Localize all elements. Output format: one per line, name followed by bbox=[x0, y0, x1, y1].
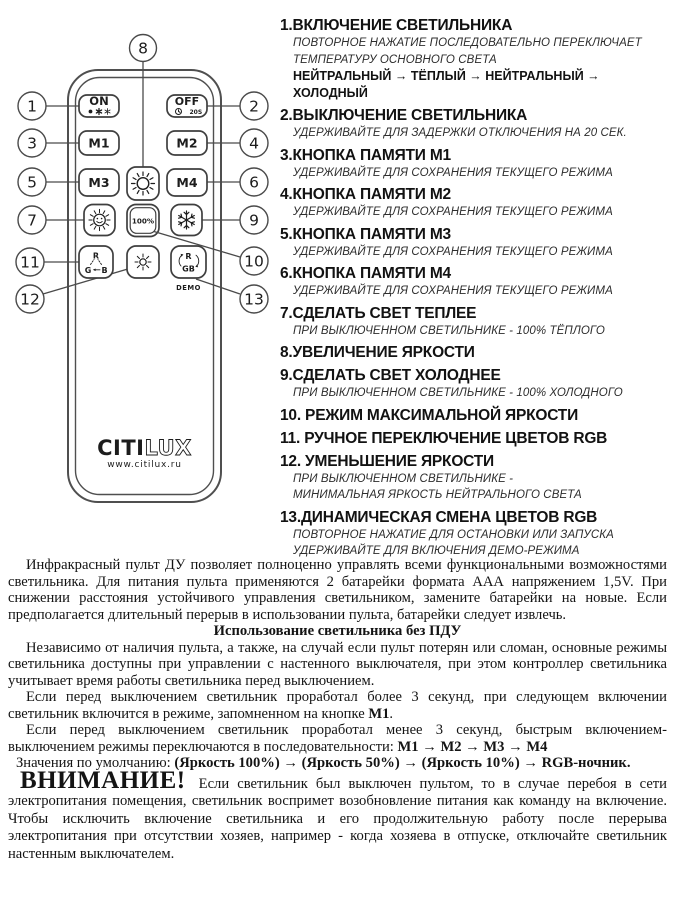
instruction-title: 9.СДЕЛАТЬ СВЕТ ХОЛОДНЕЕ bbox=[280, 367, 501, 384]
instruction-title: 4.КНОПКА ПАМЯТИ М2 bbox=[280, 186, 451, 203]
instruction-item-1 bbox=[280, 16, 672, 102]
callout-7 bbox=[18, 206, 46, 234]
off-20s-label: 20S bbox=[189, 109, 203, 116]
on-label: ON bbox=[89, 94, 109, 108]
callout-12 bbox=[16, 285, 44, 313]
rgb-manual-button bbox=[79, 246, 113, 278]
brightness-up-button bbox=[127, 167, 159, 200]
warmer-button bbox=[84, 205, 115, 236]
svg-text:10: 10 bbox=[244, 252, 264, 271]
memory-m3-button bbox=[79, 169, 119, 196]
instruction-item-11 bbox=[280, 429, 672, 448]
instruction-note: ТЕМПЕРАТУРУ ОСНОВНОГО СВЕТА bbox=[293, 53, 497, 66]
svg-text:4: 4 bbox=[249, 134, 259, 153]
logo-site-url: www.citilux.ru bbox=[107, 460, 182, 470]
colder-button bbox=[171, 205, 202, 236]
svg-text:13: 13 bbox=[244, 290, 264, 309]
instruction-item-9 bbox=[280, 366, 672, 402]
brightness-down-button bbox=[127, 246, 159, 278]
instruction-note: ПОВТОРНОЕ НАЖАТИЕ ДЛЯ ОСТАНОВКИ ИЛИ ЗАПУСКА bbox=[293, 528, 614, 541]
svg-text:6: 6 bbox=[249, 173, 259, 192]
instruction-note: УДЕРЖИВАЙТЕ ДЛЯ СОХРАНЕНИЯ ТЕКУЩЕГО РЕЖИМА bbox=[293, 245, 613, 258]
rgb-b-label: B bbox=[101, 266, 108, 275]
paragraph-less-3s: Если перед выключением светильник проработал менее 3 секунд, быстрым включением-выключением режимы переключаются в последовательности: М1 → М2 → М3 → М4 bbox=[8, 722, 667, 755]
remote-diagram bbox=[0, 0, 280, 555]
callout-4 bbox=[240, 129, 268, 157]
m3-label: M3 bbox=[88, 175, 110, 190]
rgb-g-label: G bbox=[84, 266, 92, 275]
callout-6 bbox=[240, 168, 268, 196]
max-100-label: 100% bbox=[131, 216, 155, 226]
on-button bbox=[79, 94, 119, 117]
instruction-item-6 bbox=[280, 264, 672, 300]
paragraph-wall-switch: Независимо от наличия пульта, а также, на случай если пульт потерян или сломан, основные режимы светильника доступны при управлении с настенного выключателя, при этом контроллер светильника учитывает время работы светильника перед выключением. bbox=[8, 639, 667, 689]
instruction-item-3 bbox=[280, 146, 672, 182]
svg-text:CITILUX bbox=[97, 436, 192, 460]
instruction-item-10 bbox=[280, 406, 672, 425]
body-text bbox=[8, 557, 667, 863]
instruction-note: УДЕРЖИВАЙТЕ ДЛЯ СОХРАНЕНИЯ ТЕКУЩЕГО РЕЖИМА bbox=[293, 206, 613, 218]
logo-lux: LUX bbox=[144, 436, 192, 460]
instruction-item-5 bbox=[280, 225, 672, 261]
logo-citi: CITI bbox=[97, 436, 145, 460]
instruction-note: УДЕРЖИВАЙТЕ ДЛЯ ВКЛЮЧЕНИЯ ДЕМО-РЕЖИМА bbox=[293, 545, 580, 557]
paragraph-defaults: Значения по умолчанию: (Яркость 100%) → (Яркость 50%) → (Яркость 10%) → RGB-ночник. bbox=[16, 755, 631, 771]
callout-13 bbox=[240, 285, 268, 313]
instruction-item-7 bbox=[280, 304, 672, 340]
instruction-title: 1.ВКЛЮЧЕНИЕ СВЕТИЛЬНИКА bbox=[280, 17, 513, 34]
memory-m4-button bbox=[167, 169, 207, 196]
instruction-title: 6.КНОПКА ПАМЯТИ М4 bbox=[280, 265, 451, 282]
svg-text:2: 2 bbox=[249, 97, 259, 116]
instruction-sequence: НЕЙТРАЛЬНЫЙ → ТЁПЛЫЙ → НЕЙТРАЛЬНЫЙ → ХОЛОДНЫЙ bbox=[293, 69, 600, 100]
instruction-note: УДЕРЖИВАЙТЕ ДЛЯ СОХРАНЕНИЯ ТЕКУЩЕГО РЕЖИМА bbox=[293, 285, 613, 297]
paragraph-remote-info: Инфракрасный пульт ДУ позволяет полноценно управлять всеми функциональными возможностями светильника. Для питания пульта применяются 2 батарейки формата ААА напряжением 1,5V. При снижении расстояния устойчивого управления светильником, замените батарейки на новые. Если предполагается длительный перерыв в использовании пульта, батарейки следует извлечь. bbox=[8, 557, 667, 623]
callout-10 bbox=[240, 247, 268, 275]
off-label: OFF bbox=[174, 95, 200, 108]
demo-gb-label: GB bbox=[182, 264, 195, 274]
instruction-note: ПРИ ВЫКЛЮЧЕННОМ СВЕТИЛЬНИКЕ - bbox=[293, 472, 514, 485]
m2-label: M2 bbox=[176, 135, 198, 151]
instruction-title: 10. РЕЖИМ МАКСИМАЛЬНОЙ ЯРКОСТИ bbox=[280, 406, 579, 424]
instruction-item-4 bbox=[280, 185, 672, 221]
svg-text:3: 3 bbox=[27, 134, 37, 153]
instruction-title: 7.СДЕЛАТЬ СВЕТ ТЕПЛЕЕ bbox=[280, 304, 477, 322]
callout-5 bbox=[18, 168, 46, 196]
svg-text:9: 9 bbox=[249, 211, 259, 230]
rgb-demo-button bbox=[171, 246, 206, 292]
m1-label: M1 bbox=[88, 135, 110, 151]
svg-text:7: 7 bbox=[27, 211, 37, 230]
instruction-item-8 bbox=[280, 343, 672, 362]
brand-logo bbox=[97, 436, 192, 470]
attention-title: ВНИМАНИЕ! bbox=[20, 766, 186, 794]
instruction-title: 5.КНОПКА ПАМЯТИ М3 bbox=[280, 225, 451, 243]
m1-bold: М1 bbox=[368, 705, 390, 722]
callout-11 bbox=[16, 248, 44, 276]
svg-text:1: 1 bbox=[27, 97, 37, 116]
instruction-title: 11. РУЧНОЕ ПЕРЕКЛЮЧЕНИЕ ЦВЕТОВ RGB bbox=[280, 429, 608, 447]
instruction-item-2 bbox=[280, 106, 672, 142]
instruction-title: 2.ВЫКЛЮЧЕНИЕ СВЕТИЛЬНИКА bbox=[280, 107, 528, 124]
instruction-title: 8.УВЕЛИЧЕНИЕ ЯРКОСТИ bbox=[280, 344, 475, 361]
memory-m1-button bbox=[79, 131, 119, 155]
callout-2 bbox=[240, 92, 268, 120]
svg-text:11: 11 bbox=[20, 253, 40, 272]
instructions-list bbox=[280, 12, 672, 560]
svg-text:8: 8 bbox=[138, 39, 148, 58]
instruction-note: УДЕРЖИВАЙТЕ ДЛЯ СОХРАНЕНИЯ ТЕКУЩЕГО РЕЖИМА bbox=[293, 166, 613, 179]
instruction-title: 13.ДИНАМИЧЕСКАЯ СМЕНА ЦВЕТОВ RGB bbox=[280, 508, 598, 526]
demo-r-label: R bbox=[185, 252, 192, 261]
memory-m2-button bbox=[167, 131, 207, 155]
paragraph-more-3s: Если перед выключением светильник проработал более 3 секунд, при следующем включении светильник включится в режиме, запомненном на кнопке М1. bbox=[8, 689, 667, 722]
instruction-note: ПОВТОРНОЕ НАЖАТИЕ ПОСЛЕДОВАТЕЛЬНО ПЕРЕКЛЮЧАЕТ bbox=[293, 37, 642, 49]
svg-text:12: 12 bbox=[20, 290, 40, 309]
instruction-title: 12. УМЕНЬШЕНИЕ ЯРКОСТИ bbox=[280, 452, 494, 470]
mode-sequence-bold: М1 → М2 → М3 → М4 bbox=[397, 738, 548, 755]
callout-9 bbox=[240, 206, 268, 234]
instruction-note: ПРИ ВЫКЛЮЧЕННОМ СВЕТИЛЬНИКЕ - 100% ТЁПЛОГО bbox=[293, 324, 605, 337]
instruction-item-12 bbox=[280, 452, 672, 504]
section-heading: Использование светильника без ПДУ bbox=[213, 623, 462, 639]
callout-1 bbox=[18, 92, 46, 120]
instruction-item-13 bbox=[280, 508, 672, 560]
instruction-note: МИНИМАЛЬНАЯ ЯРКОСТЬ НЕЙТРАЛЬНОГО СВЕТА bbox=[293, 489, 582, 501]
callout-3 bbox=[18, 129, 46, 157]
instruction-note: УДЕРЖИВАЙТЕ ДЛЯ ЗАДЕРЖКИ ОТКЛЮЧЕНИЯ НА 20 СЕК. bbox=[293, 127, 627, 139]
svg-text:5: 5 bbox=[27, 173, 37, 192]
attention-paragraph: ВНИМАНИЕ! Если светильник был выключен пультом, то в случае перебоя в сети электропитания помещения, светильник воспримет возобновление питания как команду на включение. Чтобы исключить включение светильника и его продолжительную работу после перерыва электропитания при отсутствии хозяев, например - когда хозяева в отпуске, отключайте светильник настенным выключателем. bbox=[8, 766, 667, 862]
demo-caption: DEMO bbox=[176, 284, 201, 292]
rgb-r-label: R bbox=[92, 251, 100, 261]
m4-label: M4 bbox=[176, 175, 198, 190]
off-button bbox=[167, 95, 207, 117]
callout-8 bbox=[130, 35, 157, 62]
defaults-sequence-bold: (Яркость 100%) → (Яркость 50%) → (Яркость 10%) → RGB-ночник. bbox=[174, 755, 631, 771]
instruction-note: ПРИ ВЫКЛЮЧЕННОМ СВЕТИЛЬНИКЕ - 100% ХОЛОДНОГО bbox=[293, 387, 623, 399]
instruction-title: 3.КНОПКА ПАМЯТИ М1 bbox=[280, 146, 451, 164]
